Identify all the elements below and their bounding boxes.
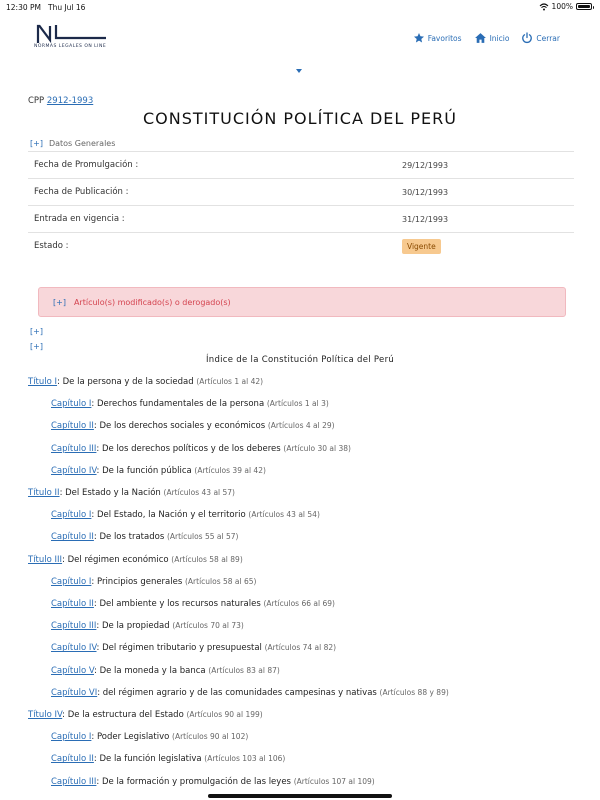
toc-link[interactable]: Título IV xyxy=(28,710,63,720)
toc-link[interactable]: Capítulo III xyxy=(51,621,97,632)
inicio-label: Inicio xyxy=(489,33,510,43)
alert-text: Artículo(s) modificado(s) o derogado(s) xyxy=(73,297,231,307)
toc-text: : De la propiedad xyxy=(96,621,170,632)
toc-link[interactable]: Capítulo II xyxy=(51,532,94,543)
toc-link[interactable]: Capítulo II xyxy=(51,421,94,432)
toc-range: (Artículo 30 al 38) xyxy=(283,443,351,453)
cpp-link[interactable]: 2912-1993 xyxy=(46,96,94,106)
row-label: Estado : xyxy=(34,241,69,251)
toc-range: (Artículos 83 al 87) xyxy=(208,665,280,675)
toc-link[interactable]: Título I xyxy=(28,377,58,387)
battery-icon xyxy=(576,3,592,10)
toc-text: : Del régimen tributario y presupuestal xyxy=(96,643,262,654)
datos-generales-label: Datos Generales xyxy=(48,139,116,148)
row-label: Fecha de Promulgación : xyxy=(34,160,139,170)
battery-percent: 100% xyxy=(551,2,573,11)
toc-range: (Artículos 88 y 89) xyxy=(379,687,449,697)
datos-generales-table xyxy=(28,151,574,259)
toc-link[interactable]: Título III xyxy=(28,554,63,565)
row-value: 31/12/1993 xyxy=(402,215,449,224)
toc-range: (Artículos 58 al 65) xyxy=(184,576,257,586)
toc-text: : De los derechos políticos y de los deberes xyxy=(96,443,281,454)
toc-link[interactable]: Capítulo III xyxy=(51,776,97,787)
toc-capitulo-item xyxy=(51,532,238,542)
toc-titulo-item xyxy=(28,555,243,565)
modified-articles-alert xyxy=(38,287,566,317)
toc-text: : De la función pública xyxy=(96,465,192,476)
toc-link[interactable]: Capítulo V xyxy=(51,665,95,676)
status-badge: Vigente xyxy=(402,239,441,254)
toc-text: : De la moneda y la banca xyxy=(94,665,206,676)
inicio-link[interactable] xyxy=(474,32,510,44)
logo-tagline: NORMAS LEGALES ON LINE xyxy=(34,44,107,49)
toc-range: (Artículos 90 al 199) xyxy=(186,710,263,719)
toc-range: (Artículos 43 al 54) xyxy=(248,510,320,520)
toc-capitulo-item xyxy=(51,754,285,764)
toc-range: (Artículos 4 al 29) xyxy=(267,421,335,431)
toc-range: (Artículos 70 al 73) xyxy=(172,621,244,631)
expand-toggle[interactable]: [+] xyxy=(30,327,43,336)
cerrar-link[interactable] xyxy=(521,32,560,44)
toc-range: (Artículos 103 al 106) xyxy=(204,754,286,764)
datos-generales-header xyxy=(30,139,115,148)
toc-text: : De los tratados xyxy=(93,532,165,543)
toc-capitulo-item xyxy=(51,444,351,454)
table-row xyxy=(28,178,574,205)
status-bar xyxy=(0,0,600,14)
toc-range: (Artículos 66 al 69) xyxy=(263,599,335,608)
toc-range: (Artículos 74 al 82) xyxy=(264,643,337,653)
cpp-prefix: CPP xyxy=(28,96,45,106)
toc-text: : Del régimen económico xyxy=(62,554,169,565)
toc-capitulo-item xyxy=(51,777,375,787)
toc-link[interactable]: Título II xyxy=(28,488,60,498)
alert-toggle[interactable]: [+] xyxy=(53,297,66,307)
toc-link[interactable]: Capítulo I xyxy=(51,732,92,743)
table-row xyxy=(28,205,574,232)
toc-text: : De la función legislativa xyxy=(93,754,202,765)
toc-link[interactable]: Capítulo II xyxy=(51,754,94,765)
toc-range: (Artículos 90 al 102) xyxy=(172,732,249,742)
page-title: CONSTITUCIÓN POLÍTICA DEL PERÚ xyxy=(143,109,457,128)
toc-capitulo-item xyxy=(51,621,244,631)
toc-range: (Artículos 43 al 57) xyxy=(163,488,235,497)
home-icon xyxy=(474,32,487,44)
star-icon xyxy=(413,32,425,44)
toc-range: (Artículos 39 al 42) xyxy=(194,465,266,475)
row-label: Entrada en vigencia : xyxy=(34,214,125,224)
toc-text: : De la estructura del Estado xyxy=(62,710,184,720)
toc-titulo-item xyxy=(28,377,263,387)
toc-titulo-item xyxy=(28,710,263,720)
toc-capitulo-item xyxy=(51,643,336,653)
site-logo[interactable] xyxy=(34,24,108,54)
toc-text: : De la formación y promulgación de las leyes xyxy=(96,776,291,787)
wifi-icon xyxy=(539,3,549,11)
toc-range: (Artículos 58 al 89) xyxy=(171,554,243,564)
status-time: 12:30 PM xyxy=(6,3,41,12)
toc-text: : Del Estado y la Nación xyxy=(59,488,161,498)
toc-text: : De la persona y de la sociedad xyxy=(57,377,194,387)
status-right xyxy=(539,2,592,11)
favoritos-label: Favoritos xyxy=(427,33,462,43)
datos-generales-toggle[interactable]: [+] xyxy=(30,139,43,148)
toc-range: (Artículos 1 al 3) xyxy=(266,399,329,409)
toc-range: (Artículos 55 al 57) xyxy=(166,532,239,542)
cerrar-label: Cerrar xyxy=(536,33,560,43)
toc-link[interactable]: Capítulo IV xyxy=(51,465,97,476)
toc-text: : Principios generales xyxy=(91,576,183,587)
toc-text: : De los derechos sociales y económicos xyxy=(93,421,266,432)
toc-capitulo-item xyxy=(51,466,266,476)
toc-link[interactable]: Capítulo II xyxy=(51,599,94,609)
toc-capitulo-item xyxy=(51,599,335,609)
row-label: Fecha de Publicación : xyxy=(34,187,129,197)
favoritos-link[interactable] xyxy=(413,32,462,44)
table-row xyxy=(28,151,574,178)
toc-capitulo-item xyxy=(51,732,248,742)
table-row xyxy=(28,232,574,259)
home-indicator[interactable] xyxy=(208,794,392,798)
status-date: Thu Jul 16 xyxy=(48,3,86,12)
top-nav xyxy=(413,32,560,44)
toc-link[interactable]: Capítulo IV xyxy=(51,643,97,654)
toc-link[interactable]: Capítulo I xyxy=(51,510,92,521)
toc-capitulo-item xyxy=(51,577,256,587)
toc-capitulo-item xyxy=(51,421,335,431)
toc-titulo-item xyxy=(28,488,235,498)
toc-capitulo-item xyxy=(51,688,449,698)
toc-link[interactable]: Capítulo I xyxy=(51,399,92,410)
caret-down-icon[interactable] xyxy=(296,69,302,73)
toc-capitulo-item xyxy=(51,399,329,409)
toc-text: : del régimen agrario y de las comunidades campesinas y nativas xyxy=(97,687,377,698)
toc-text: : Derechos fundamentales de la persona xyxy=(91,399,265,410)
toc-text: : Poder Legislativo xyxy=(91,732,170,743)
toc-capitulo-item xyxy=(51,510,320,520)
expand-toggle[interactable]: [+] xyxy=(30,342,43,351)
toc-capitulo-item xyxy=(51,666,280,676)
toc-text: : Del Estado, la Nación y el territorio xyxy=(91,510,246,521)
cpp-reference xyxy=(28,96,93,106)
toc-link[interactable]: Capítulo III xyxy=(51,443,97,454)
toc-range: (Artículos 107 al 109) xyxy=(293,776,375,786)
toc-link[interactable]: Capítulo VI xyxy=(51,687,98,698)
row-value: 29/12/1993 xyxy=(402,161,449,170)
index-title: Índice de la Constitución Política del Perú xyxy=(205,355,395,365)
nl-logo-mark xyxy=(36,24,106,44)
toc-range: (Artículos 1 al 42) xyxy=(196,377,264,386)
power-icon xyxy=(521,32,533,44)
toc-text: : Del ambiente y los recursos naturales xyxy=(93,599,261,609)
toc-link[interactable]: Capítulo I xyxy=(51,576,92,587)
row-value: 30/12/1993 xyxy=(402,188,449,197)
